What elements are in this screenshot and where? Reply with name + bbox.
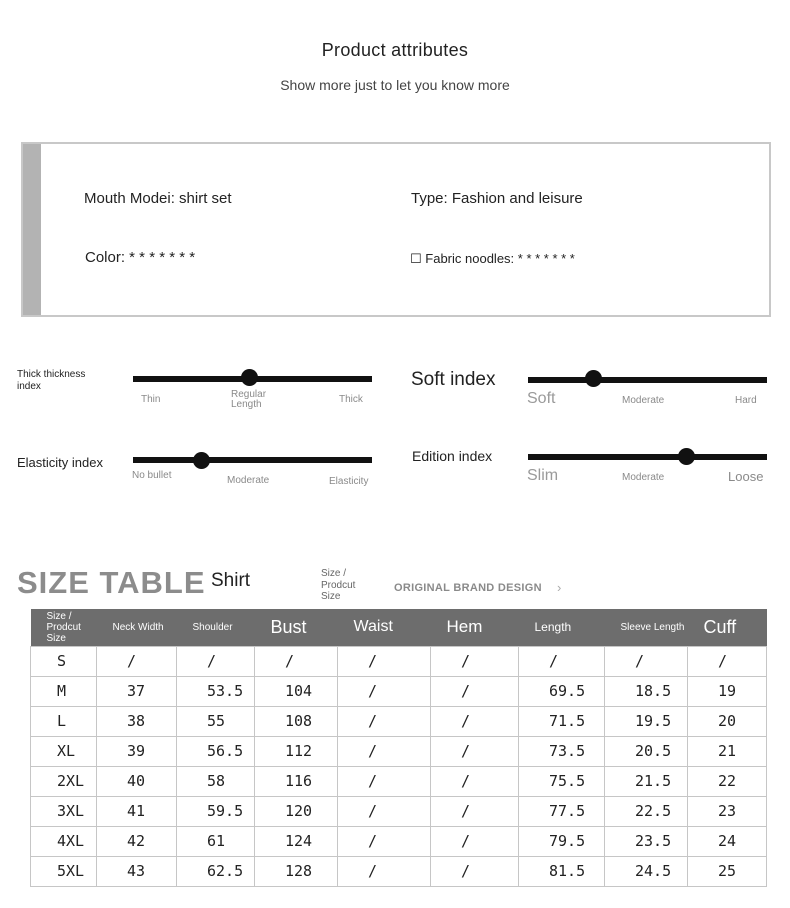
cell-waist: / (338, 826, 431, 856)
cell-neck: 37 (97, 676, 177, 706)
cell-shoulder: / (177, 646, 255, 676)
edition-tick-mid: Moderate (622, 472, 665, 483)
cell-length: 79.5 (519, 826, 605, 856)
table-row (31, 676, 767, 706)
cell-bust: 120 (255, 796, 338, 826)
elasticity-knob (193, 452, 210, 469)
elasticity-tick-low: No bullet (132, 470, 172, 481)
table-row (31, 766, 767, 796)
page-title: Product attributes (321, 40, 469, 60)
cell-length: / (519, 646, 605, 676)
cell-neck: 38 (97, 706, 177, 736)
cell-size: 4XL (31, 826, 97, 856)
chevron-right-icon: › (557, 580, 562, 595)
col-neck-width: Neck Width (97, 609, 177, 646)
cell-cuff: 21 (688, 736, 767, 766)
cell-bust: 116 (255, 766, 338, 796)
elasticity-tick-high: Elasticity (329, 476, 369, 487)
cell-bust: / (255, 646, 338, 676)
cell-sleeve: 23.5 (605, 826, 688, 856)
cell-shoulder: 53.5 (177, 676, 255, 706)
cell-hem: / (431, 766, 519, 796)
col-shoulder: Shoulder (177, 609, 255, 646)
cell-waist: / (338, 706, 431, 736)
cell-sleeve: 24.5 (605, 856, 688, 886)
checkbox-icon: ☐ (410, 251, 422, 266)
soft-index-label: Soft index (411, 369, 496, 390)
cell-size: M (31, 676, 97, 706)
cell-shoulder: 56.5 (177, 736, 255, 766)
attr-mouth-model: Mouth Modei: shirt set (84, 190, 232, 207)
edition-knob (678, 448, 695, 465)
thickness-tick-high: Thick (339, 394, 363, 405)
cell-size: 5XL (31, 856, 97, 886)
cell-cuff: 19 (688, 676, 767, 706)
page-subtitle: Show more just to let you know more (280, 77, 510, 93)
attributes-panel (21, 142, 771, 317)
cell-waist: / (338, 856, 431, 886)
cell-cuff: 20 (688, 706, 767, 736)
cell-cuff: 23 (688, 796, 767, 826)
cell-neck: 43 (97, 856, 177, 886)
soft-knob (585, 370, 602, 387)
cell-neck: 39 (97, 736, 177, 766)
cell-neck: 40 (97, 766, 177, 796)
cell-neck: 42 (97, 826, 177, 856)
size-note: Size / Prodcut Size (321, 568, 356, 602)
cell-waist: / (338, 676, 431, 706)
cell-hem: / (431, 676, 519, 706)
cell-cuff: / (688, 646, 767, 676)
col-cuff: Cuff (688, 609, 767, 646)
cell-length: 73.5 (519, 736, 605, 766)
table-row (31, 796, 767, 826)
thickness-index-label: Thick thickness index (17, 369, 86, 392)
cell-hem: / (431, 826, 519, 856)
cell-waist: / (338, 646, 431, 676)
cell-hem: / (431, 706, 519, 736)
table-row (31, 826, 767, 856)
cell-size: L (31, 706, 97, 736)
cell-sleeve: / (605, 646, 688, 676)
elasticity-track (133, 457, 372, 463)
edition-tick-high: Loose (728, 469, 764, 484)
cell-hem: / (431, 736, 519, 766)
col-size: Size / Prodcut Size (31, 609, 97, 646)
cell-sleeve: 20.5 (605, 736, 688, 766)
table-row (31, 736, 767, 766)
cell-length: 69.5 (519, 676, 605, 706)
col-bust: Bust (255, 609, 338, 646)
cell-neck: 41 (97, 796, 177, 826)
cell-size: 2XL (31, 766, 97, 796)
cell-shoulder: 62.5 (177, 856, 255, 886)
cell-sleeve: 19.5 (605, 706, 688, 736)
cell-waist: / (338, 796, 431, 826)
thickness-tick-mid: Regular Length (231, 389, 267, 410)
cell-shoulder: 55 (177, 706, 255, 736)
cell-bust: 124 (255, 826, 338, 856)
cell-waist: / (338, 766, 431, 796)
brand-label: ORIGINAL BRAND DESIGN (394, 582, 542, 594)
attr-type: Type: Fashion and leisure (411, 190, 583, 207)
attr-fabric: Fabric noodles: * * * * * * * (425, 251, 575, 266)
cell-sleeve: 22.5 (605, 796, 688, 826)
cell-neck: / (97, 646, 177, 676)
col-length: Length (519, 609, 605, 646)
cell-waist: / (338, 736, 431, 766)
table-row (31, 646, 767, 676)
edition-track (528, 454, 767, 460)
col-hem: Hem (431, 609, 519, 646)
cell-bust: 112 (255, 736, 338, 766)
cell-shoulder: 59.5 (177, 796, 255, 826)
elasticity-index-label: Elasticity index (17, 455, 103, 470)
cell-shoulder: 58 (177, 766, 255, 796)
thickness-tick-low: Thin (141, 394, 161, 405)
soft-tick-high: Hard (735, 395, 757, 406)
cell-hem: / (431, 796, 519, 826)
edition-index-label: Edition index (412, 448, 493, 464)
edition-tick-low: Slim (527, 467, 559, 484)
cell-length: 75.5 (519, 766, 605, 796)
cell-cuff: 25 (688, 856, 767, 886)
attr-fabric-row (410, 251, 575, 267)
size-table (30, 609, 767, 887)
cell-sleeve: 21.5 (605, 766, 688, 796)
cell-hem: / (431, 856, 519, 886)
cell-bust: 108 (255, 706, 338, 736)
cell-sleeve: 18.5 (605, 676, 688, 706)
thickness-knob (241, 369, 258, 386)
cell-cuff: 22 (688, 766, 767, 796)
cell-length: 71.5 (519, 706, 605, 736)
col-waist: Waist (338, 609, 431, 646)
cell-size: XL (31, 736, 97, 766)
size-table-header-row (31, 609, 767, 646)
col-sleeve-length: Sleeve Length (605, 609, 688, 646)
soft-track (528, 377, 767, 383)
table-row (31, 706, 767, 736)
cell-shoulder: 61 (177, 826, 255, 856)
table-row (31, 856, 767, 886)
cell-cuff: 24 (688, 826, 767, 856)
elasticity-tick-mid: Moderate (227, 475, 270, 486)
product-name: Shirt (211, 570, 251, 591)
cell-length: 77.5 (519, 796, 605, 826)
soft-tick-mid: Moderate (622, 395, 665, 406)
cell-length: 81.5 (519, 856, 605, 886)
size-table-heading: SIZE TABLE (17, 565, 206, 600)
cell-bust: 128 (255, 856, 338, 886)
cell-size: S (31, 646, 97, 676)
cell-size: 3XL (31, 796, 97, 826)
panel-accent-bar (23, 144, 41, 315)
cell-bust: 104 (255, 676, 338, 706)
cell-hem: / (431, 646, 519, 676)
soft-tick-low: Soft (527, 390, 556, 407)
attr-color: Color: * * * * * * * (85, 249, 196, 266)
